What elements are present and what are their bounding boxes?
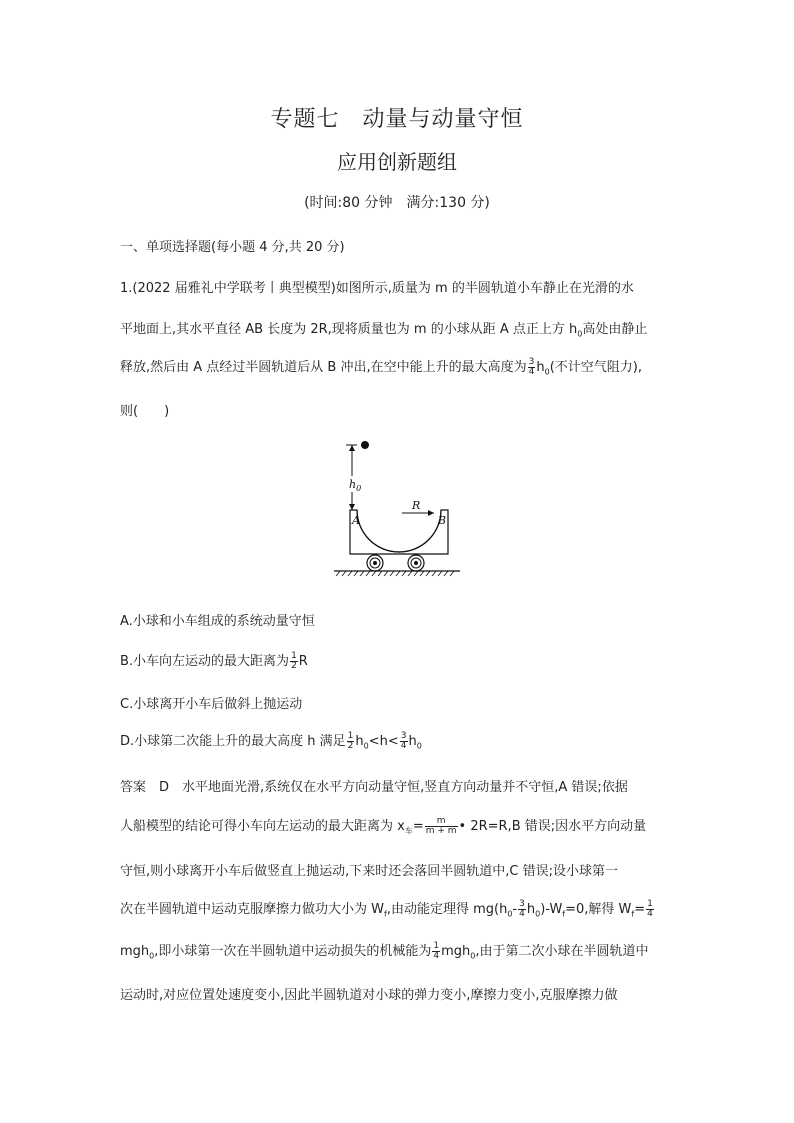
question-line-1: 1.(2022 届雅礼中学联考丨典型模型)如图所示,质量为 m 的半圆轨道小车静止在光滑的水 — [120, 281, 634, 296]
cart-body — [350, 510, 448, 554]
ball-icon — [361, 441, 369, 449]
fraction: $\frac{1}{2}$ — [347, 731, 354, 751]
question-line-2: 平地面上,其水平直径 AB 长度为 2R,现将质量也为 m 的小球从距 A 点正上方 $h_0$高处由静止 — [120, 322, 648, 339]
fraction: $\frac{1}{4}$ — [647, 899, 653, 919]
label-b: B — [438, 514, 447, 527]
ground-hatching — [336, 571, 454, 576]
fraction: $\frac{m}{m + m}$ — [425, 816, 457, 836]
fraction: $\frac{3}{4}$ — [528, 357, 535, 377]
answer-line-4: 次在半圆轨道中运动克服摩擦力做功大小为 $W_f$,由动能定理得 $mg(h_0-$ $\frac{3}{4}$ $h_0)-W_f=0$,解得 $W_f=$ $\frac{1}{4}$ — [120, 899, 653, 919]
fraction: $\frac{3}{4}$ — [519, 899, 525, 919]
fraction: $\frac{1}{2}$ — [291, 651, 297, 671]
wheel-left-icon — [367, 555, 383, 571]
height-arrow-down-icon — [349, 504, 355, 510]
answer-line-6: 运动时,对应位置处速度变小,因此半圆轨道对小球的弹力变小,摩擦力变小,克服摩擦力做 — [120, 988, 618, 1003]
option-b: B.小车向左运动的最大距离为 $\frac{1}{2}$ R — [120, 651, 308, 671]
answer-line-2: 人船模型的结论可得小车向左运动的最大距离为 $x_车=$ $\frac{m}{m + m}$ • 2R=R,B 错误;因水平方向动量 — [120, 816, 647, 836]
wheel-right-icon — [408, 555, 424, 571]
question-line-4: 则( ) — [120, 404, 170, 419]
height-arrow-up-icon — [349, 445, 355, 451]
page-title: 专题七 动量与动量守恒 — [270, 107, 524, 132]
answer-line-1: 答案 D 水平地面光滑,系统仅在水平方向动量守恒,竖直方向动量并不守恒,A 错误;依据 — [120, 780, 628, 795]
fraction: $\frac{3}{4}$ — [400, 731, 407, 751]
fraction: $\frac{1}{4}$ — [433, 941, 440, 961]
question-line-3: 释放,然后由 A 点经过半圆轨道后从 B 冲出,在空中能上升的最大高度为 $\frac{3}{4}$ $h_0$(不计空气阻力), — [120, 357, 642, 377]
exam-meta: (时间:80 分钟 满分:130 分) — [304, 195, 490, 211]
label-r: R — [412, 499, 421, 512]
option-d: D.小球第二次能上升的最大高度 h 满足 $\frac{1}{2}$ $h_0<h<$ $\frac{3}{4}$ $h_0$ — [120, 731, 422, 751]
radius-arrow-head-icon — [428, 510, 434, 516]
answer-line-3: 守恒,则小球离开小车后做竖直上抛运动,下来时还会落回半圆轨道中,C 错误;设小球第一 — [120, 864, 618, 879]
page-subtitle: 应用创新题组 — [337, 150, 457, 174]
cart-track-figure — [330, 436, 470, 581]
section-heading: 一、单项选择题(每小题 4 分,共 20 分) — [120, 240, 345, 255]
option-a: A.小球和小车组成的系统动量守恒 — [120, 614, 315, 629]
label-a: A — [352, 514, 360, 527]
answer-line-5: mgh$_0$,即小球第一次在半圆轨道中运动损失的机械能为 $\frac{1}{4}$ mgh$_0$,由于第二次小球在半圆轨道中 — [120, 941, 649, 961]
semicircle-track — [357, 510, 441, 552]
option-c: C.小球离开小车后做斜上抛运动 — [120, 697, 303, 712]
label-h: $h_0$ — [349, 478, 362, 493]
